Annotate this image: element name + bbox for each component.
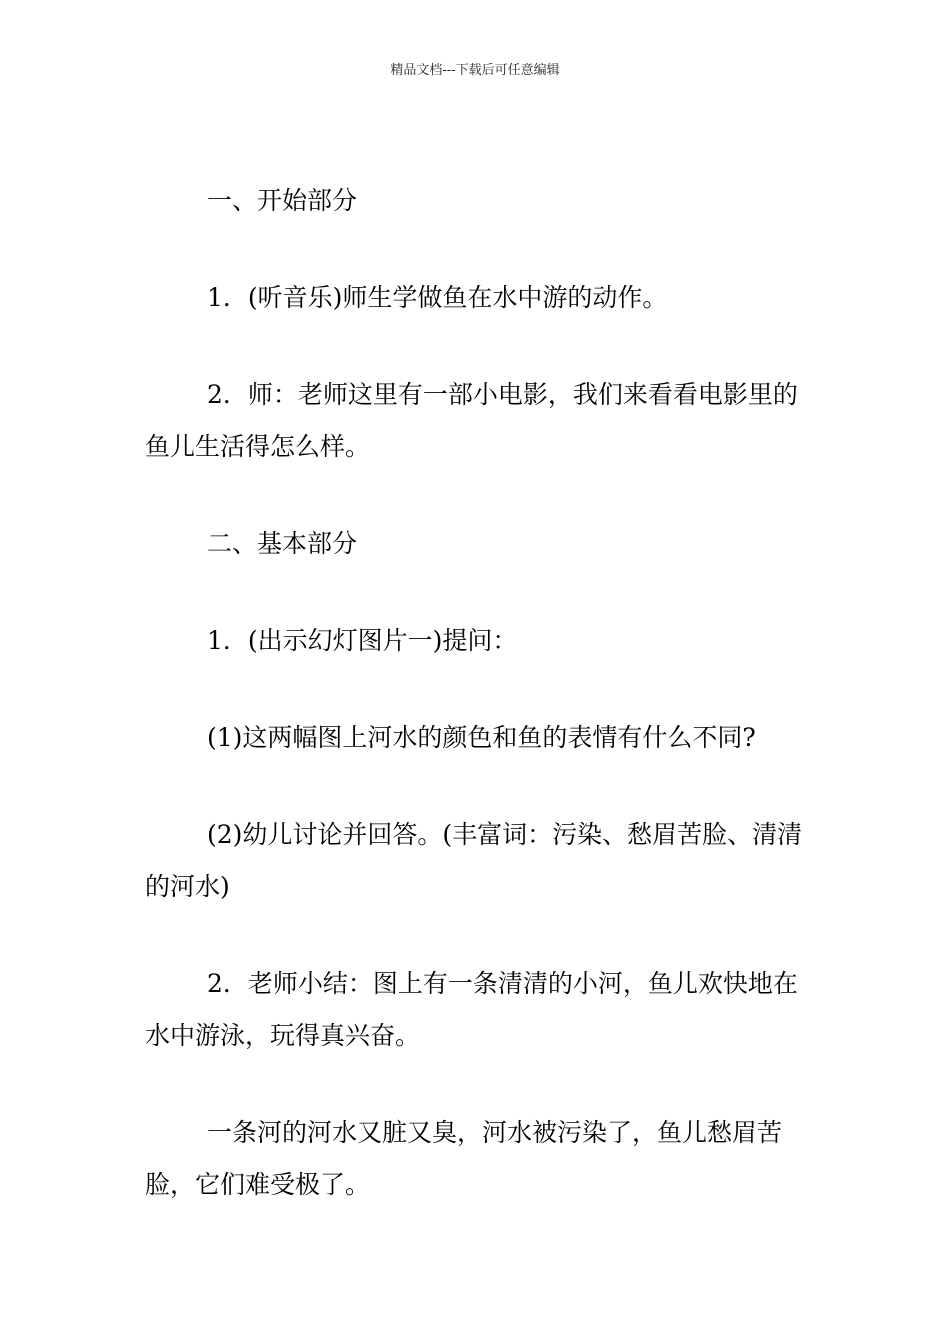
section-heading-start: 一、开始部分 [207,186,358,215]
paragraph: 2．师：老师这里有一部小电影，我们来看看电影里的鱼儿生活得怎么样。 [145,380,798,461]
paragraph: 一条河的河水又脏又臭，河水被污染了，鱼儿愁眉苦脸，它们难受极了。 [145,1118,783,1199]
page-header: 精品文档---下载后可任意编辑 [390,63,560,78]
paragraph: (1)这两幅图上河水的颜色和鱼的表情有什么不同? [207,723,756,752]
section-heading-basic: 二、基本部分 [207,529,358,558]
paragraph: 1．(听音乐)师生学做鱼在水中游的动作。 [207,283,668,312]
paragraph: (2)幼儿讨论并回答。(丰富词：污染、愁眉苦脸、清清的河水) [145,820,803,901]
paragraph: 2．老师小结：图上有一条清清的小河，鱼儿欢快地在水中游泳，玩得真兴奋。 [145,969,798,1050]
document-body [145,175,810,1256]
paragraph: 1．(出示幻灯图片一)提问： [207,626,518,655]
